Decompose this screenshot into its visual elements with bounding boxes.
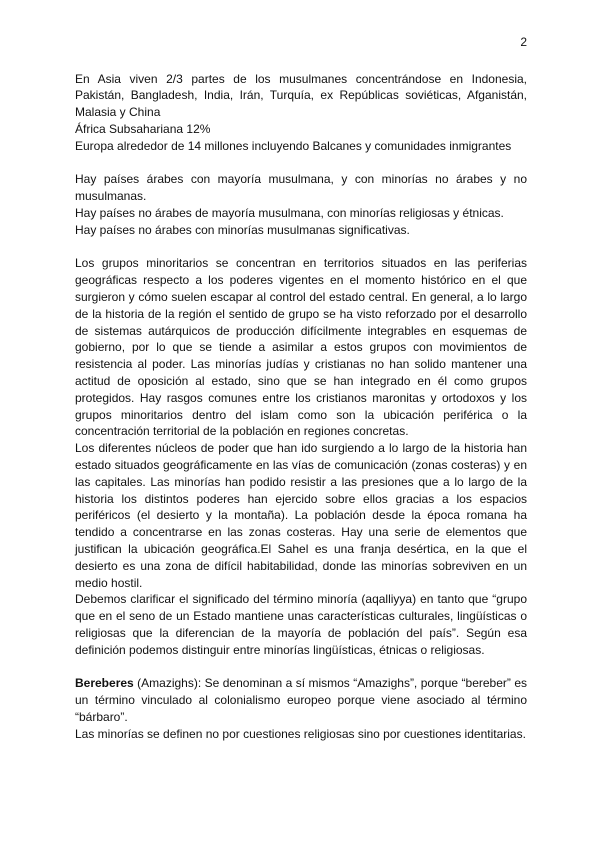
paragraph-peripheries: Los grupos minoritarios se concentran en territorios situados en las periferias geográficas respecto a los poderes vigentes en el momento histórico en el que surgieron y cómo suelen escapar al control del estado central. En general, a lo largo de la historia de la región el sentido de grupo se ha visto reforzado por el desarrollo de sistemas autárquicos de producción difícilmente integrables en esquemas de gobierno, por lo que se tiende a asimilar a estos grupos con movimientos de resistencia al poder. Las minorías judías y cristianas no han solido mantener una actitud de oposición al estado, sino que se han integrado en él como grupos protegidos. Hay rasgos comunes entre los cristianos maronitas y ortodoxos y los grupos minoritarios dentro del islam como son la ubicación periférica o la concentración territorial de la población en regiones concretas.: [75, 256, 527, 439]
paragraph-power-centers: Los diferentes núcleos de poder que han ido surgiendo a lo largo de la historia han estado situados geográficamente en las vías de comunicación (zonas costeras) y en las capitales. Las minorías han podido resistir a las presiones que a lo largo de la historia los distintos poderes han ejercido sobre ellos gracias a los espacios periféricos (el desierto y la montaña). La población desde la época romana ha tendido a concentrarse en las zonas costeras. Hay una serie de elementos que justifican la ubicación geográfica.El Sahel es una franja desértica, en la que el desierto es una zona de difícil habitabilidad, donde las minorías sobreviven en un medio hostil.: [75, 441, 527, 590]
section-muslim-population: [75, 71, 527, 155]
section-country-types: [75, 171, 527, 238]
section-bereberes: [75, 675, 527, 742]
page-number: 2: [520, 35, 527, 49]
paragraph-arab-countries: Hay países árabes con mayoría musulmana, y con minorías no árabes y no musulmanas.: [75, 172, 527, 204]
paragraph-non-arab-majority: Hay países no árabes de mayoría musulmana, con minorías religiosas y étnicas.: [75, 205, 504, 220]
paragraph-identity: Las minorías se definen no por cuestiones religiosas sino por cuestiones identitarias.: [75, 726, 526, 741]
paragraph-asia: En Asia viven 2/3 partes de los musulmanes concentrándose en Indonesia, Pakistán, Bangladesh, India, Irán, Turquía, ex Repúblicas soviéticas, Afganistán, Malasia y China: [75, 71, 527, 120]
paragraph-bereberes: [75, 675, 527, 725]
section-minority-groups: [75, 255, 527, 658]
paragraph-africa: África Subsahariana 12%: [75, 121, 211, 136]
bereberes-text: (Amazighs): Se denominan a sí mismos “Amazighs”, porque “bereber” es un término vinculado al colonialismo europeo porque viene asociado al término “bárbaro”.: [75, 676, 527, 724]
paragraph-europa: Europa alrededor de 14 millones incluyendo Balcanes y comunidades inmigrantes: [75, 138, 512, 153]
document-body: [75, 71, 527, 743]
paragraph-non-arab-minorities: Hay países no árabes con minorías musulmanas significativas.: [75, 222, 410, 237]
paragraph-minority-definition: Debemos clarificar el significado del término minoría (aqalliyya) en tanto que “grupo que en el seno de un Estado mantiene unas características culturales, lingüísticas o religiosas que la diferencian de la mayoría de población del país”. Según esa definición podemos distinguir entre minorías lingüísticas, étnicas o religiosas.: [75, 592, 527, 657]
bereberes-term: Bereberes: [75, 676, 134, 691]
